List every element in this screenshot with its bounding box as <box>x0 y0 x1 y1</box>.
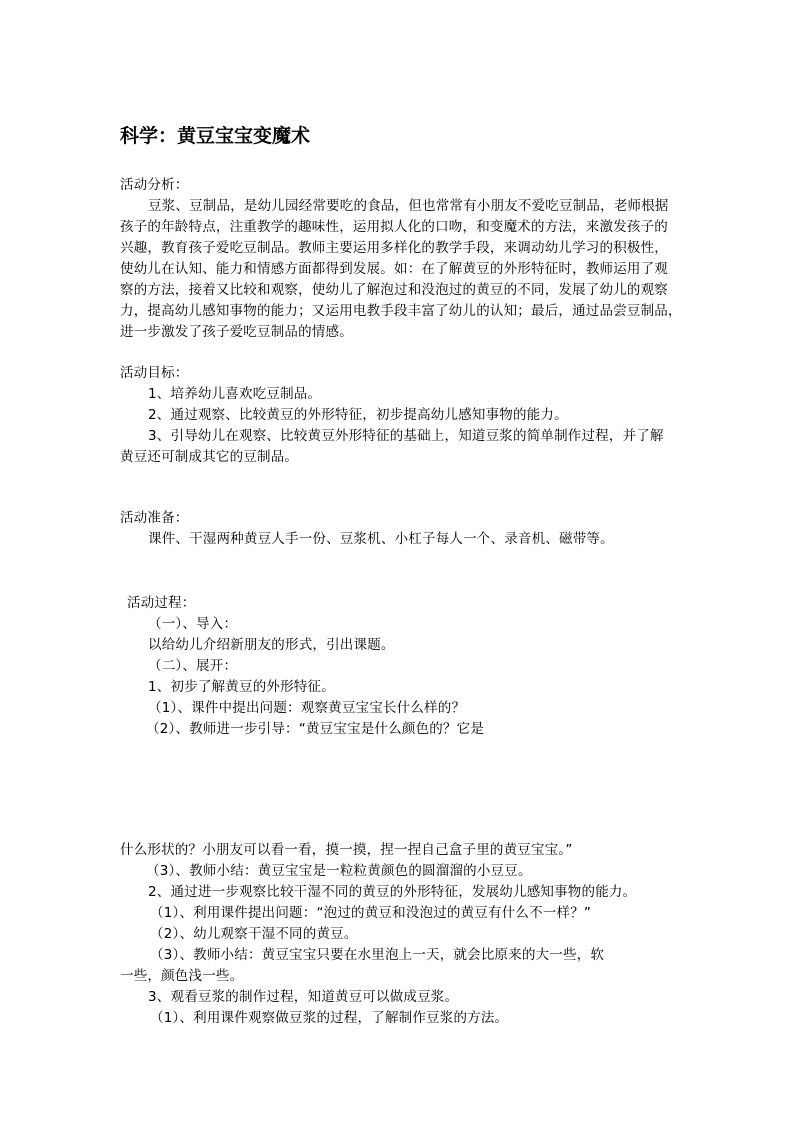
process-line: 3、观看豆浆的制作过程，知道黄豆可以做成豆浆。 <box>148 989 459 1005</box>
process-line: （1）、课件中提出问题：观察黄豆宝宝长什么样的？ <box>148 700 466 716</box>
analysis-line: 兴趣，教育孩子爱吃豆制品。教师主要运用多样化的教学手段，来调动幼儿学习的积极性， <box>120 240 668 256</box>
analysis-heading: 活动分析： <box>120 177 189 193</box>
goal-item: 2、通过观察、比较黄豆的外形特征，初步提高幼儿感知事物的能力。 <box>148 407 568 423</box>
page-title: 科学：黄豆宝宝变魔术 <box>120 125 311 147</box>
goals-heading: 活动目标： <box>120 365 189 381</box>
analysis-line: 豆浆、豆制品，是幼儿园经常要吃的食品，但也常常有小朋友不爱吃豆制品，老师根据 <box>148 198 669 214</box>
process-line: 2、通过进一步观察比较干湿不同的黄豆的外形特征，发展幼儿感知事物的能力。 <box>148 884 637 900</box>
process-heading: 活动过程： <box>127 595 196 611</box>
process-line: （2）、教师进一步引导：“黄豆宝宝是什么颜色的？它是 <box>146 721 485 737</box>
analysis-line: 使幼儿在认知、能力和情感方面都得到发展。如：在了解黄豆的外形特征时，教师运用了观 <box>120 261 668 277</box>
goal-item: 1、培养幼儿喜欢吃豆制品。 <box>148 386 322 402</box>
prep-heading: 活动准备： <box>120 510 189 526</box>
analysis-line: 察的方法，接着又比较和观察，使幼儿了解泡过和没泡过的黄豆的不同，发展了幼儿的观察 <box>120 282 668 298</box>
process-line: （二）、展开： <box>148 658 238 674</box>
process-line: 1、初步了解黄豆的外形特征。 <box>148 679 335 695</box>
process-line: （2）、幼儿观察干湿不同的黄豆。 <box>150 926 358 942</box>
process-line: 什么形状的？小朋友可以看一看，摸一摸，捏一捏自己盒子里的黄豆宝宝。” <box>120 842 573 858</box>
analysis-line: 进一步激发了孩子爱吃豆制品的情感。 <box>120 324 353 340</box>
process-line: （1）、利用课件提出问题：“泡过的黄豆和没泡过的黄豆有什么不一样？” <box>150 905 592 921</box>
goal-item: 3、引导幼儿在观察、比较黄豆外形特征的基础上，知道豆浆的简单制作过程，并了解 <box>148 428 664 444</box>
analysis-line: 孩子的年龄特点，注重教学的趣味性，运用拟人化的口吻，和变魔术的方法，来激发孩子的 <box>120 219 668 235</box>
process-line: （一）、导入： <box>148 616 238 632</box>
process-line: （3）、教师小结：黄豆宝宝只要在水里泡上一天，就会比原来的大一些，软 <box>150 947 605 963</box>
prep-line: 课件、干湿两种黄豆人手一份、豆浆机、小杠子每人一个、录音机、磁带等。 <box>148 531 614 547</box>
process-line: 一些，颜色浅一些。 <box>120 968 244 984</box>
process-line: 以给幼儿介绍新朋友的形式，引出课题。 <box>148 637 395 653</box>
process-line: （3）、教师小结：黄豆宝宝是一粒粒黄颜色的圆溜溜的小豆豆。 <box>146 863 532 879</box>
process-line: （1）、利用课件观察做豆浆的过程，了解制作豆浆的方法。 <box>150 1010 509 1026</box>
goal-item-continued: 黄豆还可制成其它的豆制品。 <box>120 449 299 465</box>
analysis-line: 力，提高幼儿感知事物的能力；又运用电教手段丰富了幼儿的认知；最后，通过品尝豆制品， <box>120 303 682 319</box>
